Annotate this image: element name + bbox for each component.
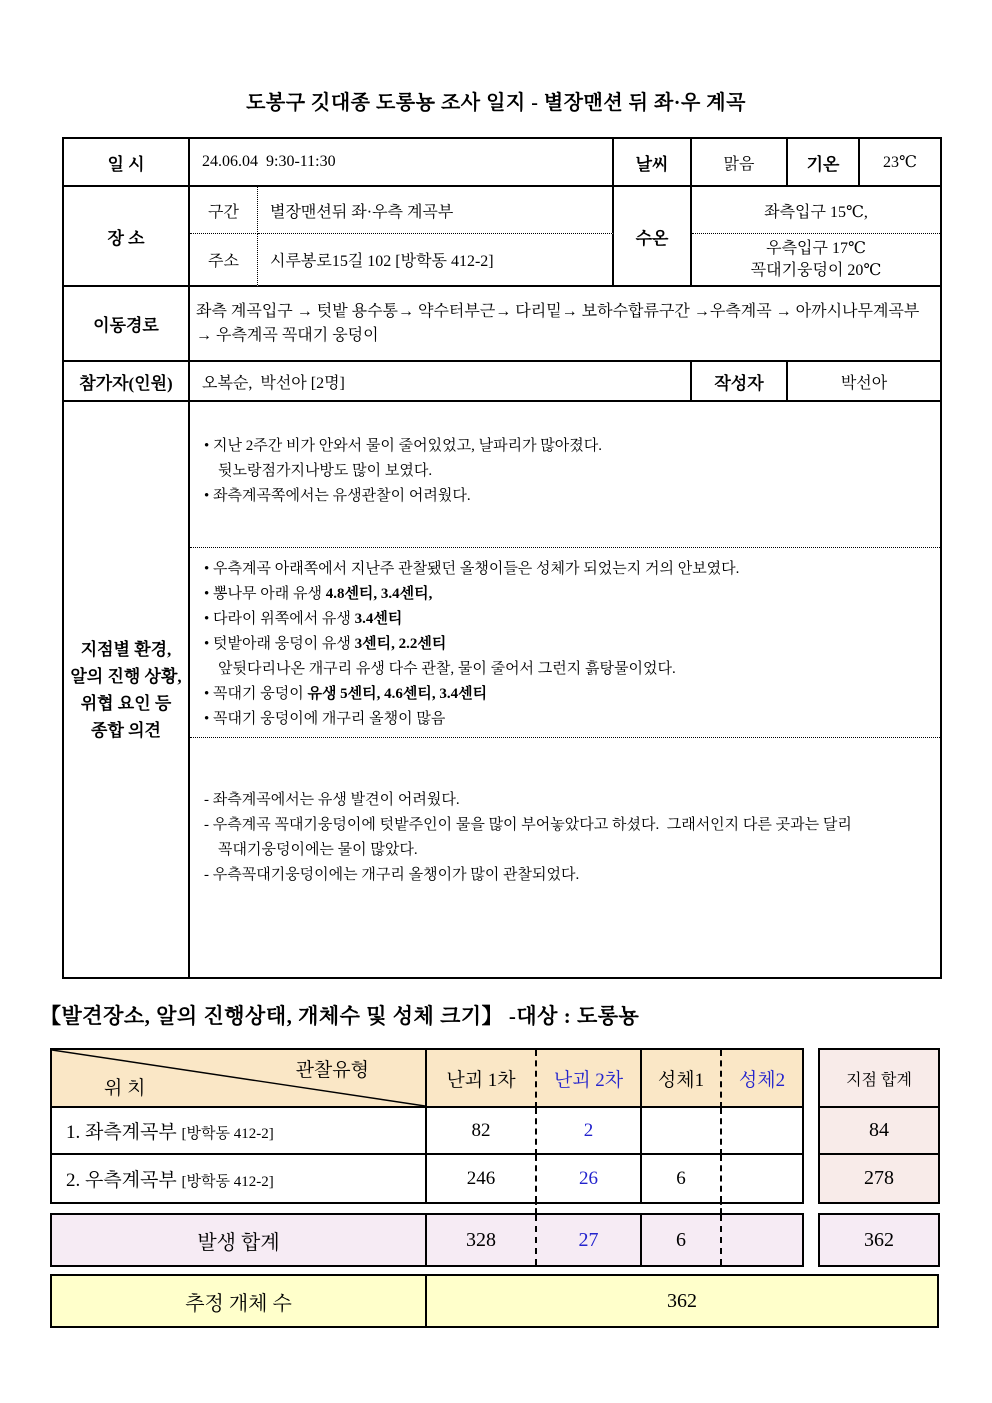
site-total-row — [820, 1108, 938, 1155]
section-title: 【발견장소, 알의 진행상태, 개체수 및 성체 크기】 -대상 : 도롱뇽 — [40, 1004, 640, 1028]
col-header-adult1: 성체1 — [642, 1050, 722, 1108]
row-opinion — [64, 402, 940, 977]
participants-label: 참가자(인원) — [64, 362, 190, 402]
observation-count-table — [50, 1048, 804, 1204]
obs-size-bold: 유생 5센티, 4.6센티, 3.4센티 — [307, 686, 488, 702]
place-label: 장 소 — [64, 187, 190, 287]
site-sub: [방학동 412-2] — [181, 1126, 274, 1142]
sum-total-value: 362 — [820, 1215, 938, 1265]
obs-size-bold: 4.8센티, 3.4센티, — [325, 586, 433, 602]
col-header-egg2: 난괴 2차 — [537, 1050, 642, 1108]
site-total-column — [818, 1048, 940, 1204]
sum-label: 발생 합계 — [52, 1215, 427, 1265]
address-label: 주소 — [190, 234, 258, 287]
estimate-label: 추정 개체 수 — [52, 1276, 427, 1326]
obs-line: - 우측계곡 꼭대기웅덩이에 텃밭주인이 물을 많이 부어놓았다고 하셨다. 그래서인지 다른 곳과는 달리 — [204, 817, 852, 833]
opinion-section-2 — [190, 548, 940, 738]
survey-info-table — [62, 137, 942, 979]
estimate-table — [50, 1274, 939, 1328]
col-header-adult2: 성체2 — [722, 1050, 802, 1108]
opinion-label-line: 위협 요인 등 — [80, 693, 172, 713]
cell-adult1: 6 — [642, 1155, 722, 1202]
obs-text: • 다라이 위쪽에서 유생 — [204, 611, 355, 627]
temp-value: 23℃ — [860, 139, 940, 187]
route-label: 이동경로 — [64, 287, 190, 362]
water-temp-label: 수온 — [614, 187, 692, 287]
route-value — [190, 287, 940, 362]
corner-header-cell — [52, 1050, 427, 1108]
participants-value: 오복순, 박선아 [2명] — [190, 362, 692, 402]
sum-row-table — [50, 1213, 804, 1267]
cell-egg2: 26 — [537, 1155, 642, 1202]
sum-adult2 — [722, 1215, 802, 1265]
site-total-header: 지점 합계 — [820, 1050, 938, 1108]
site-total-header-row — [820, 1050, 938, 1108]
opinion-label-line: 알의 진행 상황, — [70, 666, 182, 686]
date-value: 24.06.04 9:30-11:30 — [190, 139, 614, 187]
date-label: 일 시 — [64, 139, 190, 187]
obs-line — [202, 582, 932, 607]
obs-line: • 지난 2주간 비가 안와서 물이 줄어있었고, 날파리가 많아졌다. — [204, 438, 603, 454]
cell-egg1: 82 — [427, 1108, 537, 1155]
count-row-left-valley — [52, 1108, 802, 1155]
obs-line — [202, 682, 932, 707]
obs-line: 앞뒷다리나온 개구리 유생 다수 관찰, 물이 줄어서 그런지 흙탕물이었다. — [218, 661, 676, 677]
row-place-section — [64, 187, 940, 234]
section-value: 별장맨션뒤 좌·우측 계곡부 — [258, 187, 614, 234]
sum-egg2: 27 — [537, 1215, 642, 1265]
obs-line: 뒷노랑점가지나방도 많이 보였다. — [218, 463, 433, 479]
obs-size-bold: 3센티, 2.2센티 — [354, 636, 447, 652]
estimate-row — [52, 1276, 937, 1326]
row-place-address — [64, 234, 940, 287]
address-value: 시루봉로15길 102 [방학동 412-2] — [258, 234, 614, 287]
opinion-content — [190, 402, 940, 977]
cell-egg2: 2 — [537, 1108, 642, 1155]
count-header-row — [52, 1050, 802, 1108]
obs-size-bold: 3.4센티 — [354, 611, 403, 627]
obs-text: • 뽕나무 아래 유생 — [204, 586, 326, 602]
obs-text: • 꼭대기 웅덩이 — [204, 686, 308, 702]
route-line-1: 좌측 계곡입구 → 텃밭 용수통→ 약수터부근→ 다리밑→ 보하수합류구간 →우측계곡 → 아까시나무계곡부 — [196, 302, 920, 320]
corner-row-label: 위 치 — [104, 1078, 146, 1099]
water-temp-top: 좌측입구 15℃, — [692, 187, 940, 234]
site-total-value: 84 — [820, 1108, 938, 1155]
route-line-2: → 우측계곡 꼭대기 웅덩이 — [196, 326, 379, 344]
obs-line: • 좌측계곡쪽에서는 유생관찰이 어려웠다. — [204, 488, 471, 504]
sum-total-box — [818, 1213, 940, 1267]
water-temp-right: 우측입구 17℃ — [766, 239, 866, 257]
opinion-section-1 — [190, 402, 940, 548]
opinion-label — [64, 402, 190, 977]
section-label: 구간 — [190, 187, 258, 234]
obs-line — [202, 632, 932, 657]
row-participants — [64, 362, 940, 402]
col-header-egg1: 난괴 1차 — [427, 1050, 537, 1108]
opinion-section-3 — [190, 738, 940, 888]
site-sub: [방학동 412-2] — [181, 1174, 274, 1190]
sum-row — [52, 1215, 802, 1265]
site-total-row — [820, 1155, 938, 1202]
obs-text: • 텃밭아래 웅덩이 유생 — [204, 636, 355, 652]
row-route — [64, 287, 940, 362]
water-temp-peak: 꼭대기웅덩이 20℃ — [750, 261, 882, 279]
estimate-value: 362 — [427, 1276, 937, 1326]
site-name — [52, 1155, 427, 1202]
sum-adult1: 6 — [642, 1215, 722, 1265]
sum-egg1: 328 — [427, 1215, 537, 1265]
opinion-label-line: 지점별 환경, — [80, 639, 172, 659]
sum-total-row — [820, 1215, 938, 1265]
temp-label: 기온 — [788, 139, 860, 187]
site-main: 1. 좌측계곡부 — [66, 1122, 177, 1143]
obs-line: 꼭대기웅덩이에는 물이 많았다. — [218, 842, 418, 858]
cell-adult2 — [722, 1108, 802, 1155]
page-title: 도봉구 깃대종 도롱뇽 조사 일지 - 별장맨션 뒤 좌·우 계곡 — [246, 92, 746, 114]
obs-line — [202, 607, 932, 632]
obs-line: - 좌측계곡에서는 유생 발견이 어려웠다. — [204, 792, 460, 808]
cell-egg1: 246 — [427, 1155, 537, 1202]
cell-adult1 — [642, 1108, 722, 1155]
weather-label: 날씨 — [614, 139, 692, 187]
author-value: 박선아 — [788, 362, 940, 402]
obs-line: - 우측꼭대기웅덩이에는 개구리 올챙이가 많이 관찰되었다. — [204, 867, 580, 883]
row-datetime — [64, 139, 940, 187]
opinion-label-line: 종합 의견 — [91, 720, 161, 740]
weather-value: 맑음 — [692, 139, 788, 187]
site-name — [52, 1108, 427, 1155]
site-main: 2. 우측계곡부 — [66, 1170, 177, 1191]
site-total-value: 278 — [820, 1155, 938, 1202]
dashed-connector — [535, 1200, 537, 1213]
obs-line: • 꼭대기 웅덩이에 개구리 올챙이 많음 — [204, 711, 446, 727]
corner-col-label: 관찰유형 — [295, 1060, 369, 1081]
count-row-right-valley — [52, 1155, 802, 1202]
obs-line: • 우측계곡 아래쪽에서 지난주 관찰됐던 올챙이들은 성체가 되었는지 거의 안보였다. — [204, 561, 740, 577]
cell-adult2 — [722, 1155, 802, 1202]
water-temp-bottom — [692, 234, 940, 287]
dashed-connector — [720, 1200, 722, 1213]
author-label: 작성자 — [692, 362, 788, 402]
